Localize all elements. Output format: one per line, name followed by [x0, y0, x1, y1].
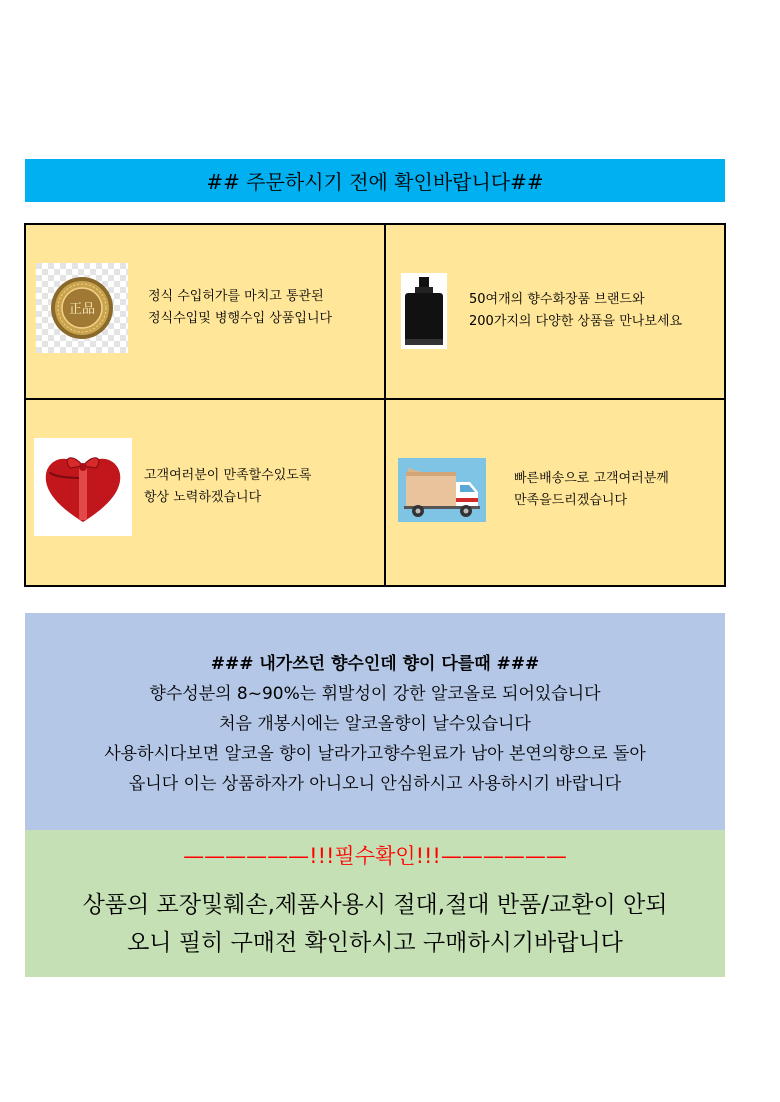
feature-text-line: 항상 노력하겠습니다: [144, 490, 262, 505]
feature-text-line: 정식 수입허가를 마치고 통관된: [148, 289, 324, 304]
banner-text: ## 주문하시기 전에 확인바랍니다##: [206, 170, 544, 194]
feature-text-line: 고객여러분이 만족할수있도록: [144, 468, 312, 483]
feature-text-line: 만족을드리겠습니다: [514, 493, 628, 508]
notice-line: 옵니다 이는 상품하자가 아니오니 안심하시고 사용하시기 바랍니다: [128, 774, 622, 794]
grid-divider-horizontal: [26, 398, 724, 400]
feature-grid: [24, 223, 726, 587]
feature-text-line: 200가지의 다양한 상품을 만나보세요: [469, 314, 683, 329]
notice-line: 향수성분의 8~90%는 휘발성이 강한 알코올로 되어있습니다: [149, 684, 601, 704]
warning-line: 오니 필히 구매전 확인하시고 구매하시기바랍니다: [127, 930, 623, 956]
feature-text-line: 50여개의 향수화장품 브랜드와: [469, 292, 645, 307]
perfume-bottle-icon: [401, 273, 447, 349]
feature-cell-brands: [401, 273, 682, 349]
feature-cell-authentic: [36, 263, 332, 353]
feature-text-line: 정식수입및 병행수입 상품입니다: [148, 311, 333, 326]
certified-seal-icon: [36, 263, 128, 353]
delivery-truck-icon: [398, 458, 486, 522]
grid-divider-vertical: [384, 225, 386, 585]
order-notice-banner: [25, 159, 725, 202]
warning-title: ——————!!!필수확인!!!——————: [183, 844, 567, 868]
notice-line: 처음 개봉시에는 알코올향이 날수있습니다: [219, 714, 531, 734]
seal-text: 正品: [68, 302, 96, 317]
mandatory-warning-section: [25, 830, 725, 977]
heart-gift-box-icon: [34, 438, 132, 536]
scent-notice-section: [25, 613, 725, 830]
warning-line: 상품의 포장및훼손,제품사용시 절대,절대 반품/교환이 안되: [82, 892, 668, 918]
notice-line: 사용하시다보면 알코올 향이 날라가고향수원료가 남아 본연의향으로 돌아: [104, 744, 646, 764]
feature-text-line: 빠른배송으로 고객여러분께: [514, 471, 669, 486]
feature-cell-satisfaction: [34, 438, 311, 536]
feature-cell-delivery: [398, 458, 669, 522]
notice-title: ### 내가쓰던 향수인데 향이 다를때 ###: [210, 654, 540, 674]
